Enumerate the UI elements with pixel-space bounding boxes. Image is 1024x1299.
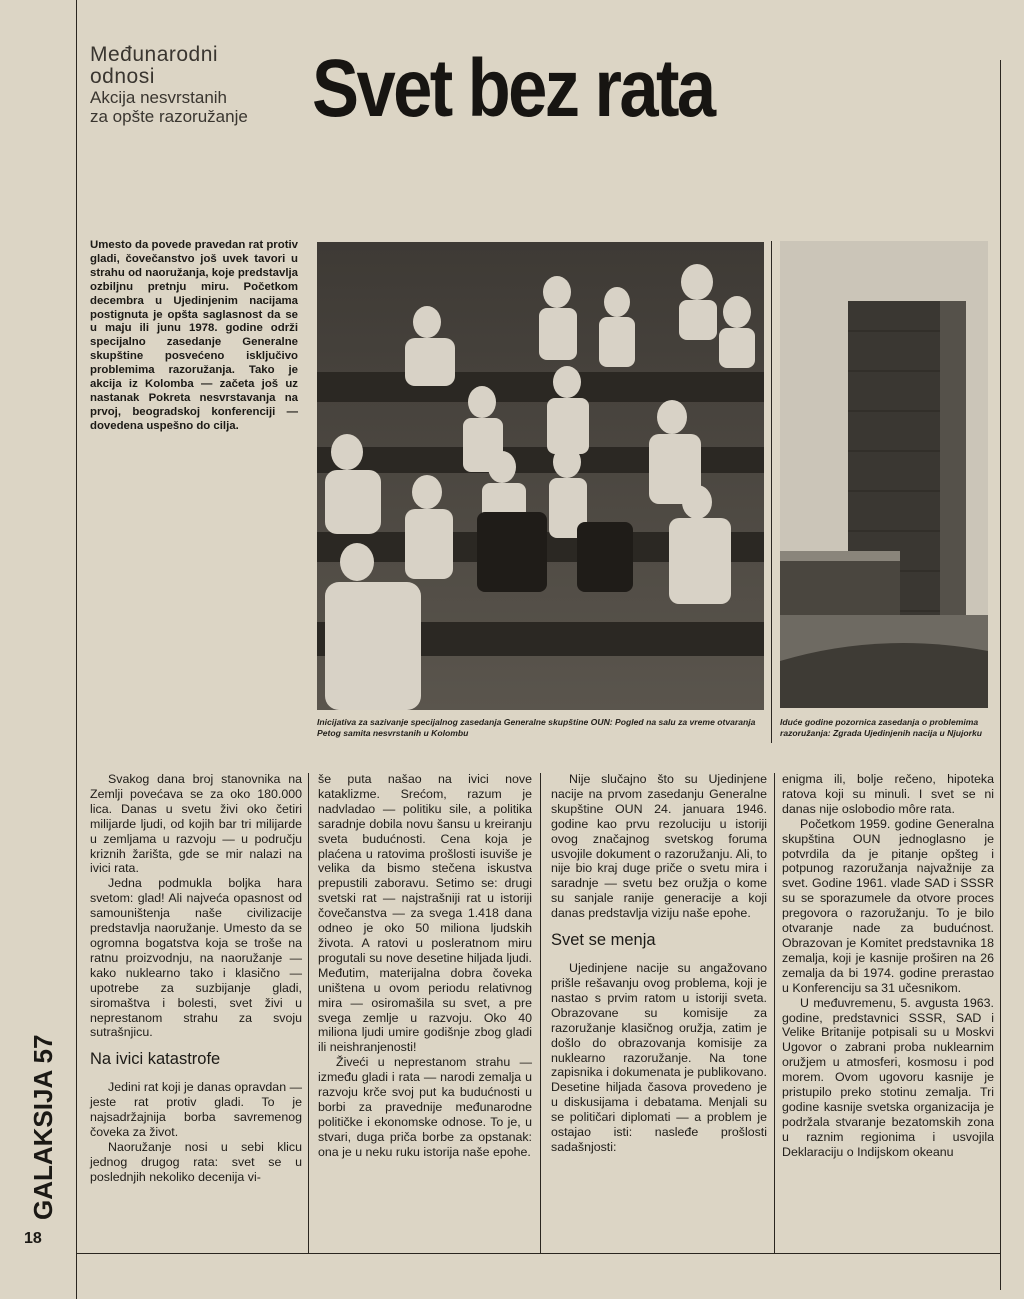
- section-header: [90, 44, 290, 126]
- paragraph: še puta našao na ivici nove kataklizme. Srećom, razum je nadvladao — politiku sile, a politika saradnje dobila novu šansu u kreiranju sveta budućnosti. Cena koja je plaćena u ratovima prošlosti isuviše je velika da bismo stečena iskustva prepustili zaboravu. Setimo se: drugi svetski rat — najstrašniji rat u istoriji čovečanstva — za svega 1.418 dana odneo je oko 50 miliona ljudskih života. A ratovi u posleratnom miru progutali su nove desetine hiljada ljudi. Međutim, materijalna dobra čoveka uništena u ovom periodu relativnog mira — osiromašila su svet, a pre svega zemlje u razvoju. Oko 40 miliona ljudi umire godišnje zbog gladi ili neishranjenosti!: [318, 772, 532, 1055]
- section-line-1: Međunarodni: [90, 43, 219, 66]
- paragraph: Nije slučajno što su Ujedinjene nacije na prvom zasedanju Generalne skupštine OUN 24. januara 1946. godine kao prvu rezoluciju u istoriji ovog značajnog svetskog foruma usvojile dokument o razoružanju. Ali, to nije bio kraj duge priče o svetu mira i saradnje — svetu bez oružja o kome su sanjale ranije generacije a koji danas predstavlja viziju naše epohe.: [551, 772, 767, 921]
- article-column-2: [318, 772, 532, 1160]
- paragraph: Ujedinjene nacije su angažovano prišle rešavanju ovog problema, koji je nastao s prvim ratom u istoriji sveta. Obrazovane su komisije za razoružanje klasičnog oružja, zatim je došlo do obrazovanja komisije za nuklearno razoružanje. Na tone zapisnika i dokumenata je publikovano. Desetine hiljada časova provedeno je u diskusijama i debatama. Menjali su se političari diplomati — a problem je ostajao isti: nasleđe prošlosti sadašnjosti:: [551, 961, 767, 1154]
- article-column-4: [782, 772, 994, 1160]
- paragraph: Početkom 1959. godine Generalna skupština OUN jednoglasno je potvrdila da je pitanje opšteg i potpunog razoružanja najvažnije za svet. Godine 1961. vlade SAD i SSSR su se sporazumele da otvore proces pregovora o razoružanju. To je bilo otvaranje nade za budućnost. Obrazovan je Komitet predstavnika 18 zemalja, koji je kasnije proširen na 26 zemalja da bi 1974. godine prerastao u Konferenciju sa 31 učesnikom.: [782, 816, 994, 995]
- section-line-2: odnosi: [90, 65, 155, 88]
- column-rule-1: [308, 773, 309, 1253]
- photo2-caption: Iduće godine pozornica zasedanja o problemima razoružanja: Zgrada Ujedinjenih nacija u Njujorku: [780, 717, 982, 738]
- un-building-photo: [780, 241, 988, 708]
- assembly-hall-photo: [317, 242, 764, 710]
- magazine-name: GALAKSIJA 57: [28, 1034, 58, 1220]
- paragraph: Svakog dana broj stanovnika na Zemlji povećava se za oko 180.000 lica. Danas u svetu živi oko četiri milijarde ljudi, od kojih bar tri milijarde u zemljama u razvoju — u području kriznih žarišta, gde se mir nalazi na ivici rata.: [90, 772, 302, 876]
- paragraph: Jedini rat koji je danas opravdan — jeste rat protiv gladi. To je najsadržajnija borba savremenog čoveka za život.: [90, 1080, 302, 1140]
- article-lead: Umesto da povede pravedan rat protiv gladi, čovečanstvo još uvek tavori u strahu od naoružanja, koje predstavlja ozbiljnu pretnju miru. Početkom decembra u Ujedinjenim nacijama postignuta je opšta saglasnost da se u maju ili junu 1978. godine održi specijalno zasedanje Generalne skupštine posvećeno isključivo problemima razoružanja. Tako je akcija iz Kolomba — začeta još uz nastanak Pokreta nesvrstavanja na prvoj, beogradskoj konferenciji — dovedena uspešno do cilja.: [90, 239, 298, 432]
- subtitle-line-2: za opšte razoružanje: [90, 107, 248, 126]
- paragraph: Naoružanje nosi u sebi klicu jednog drugog rata: svet se u poslednjih nekoliko decenija vi-: [90, 1139, 302, 1184]
- un-building-illustration: [780, 241, 988, 708]
- subtitle-line-1: Akcija nesvrstanih: [90, 88, 228, 107]
- paragraph: enigma ili, bolje rečeno, hipoteka ratova koji su minuli. I svet se ni danas nije oslobodio môre rata.: [782, 772, 994, 816]
- assembly-hall-illustration: [317, 242, 764, 710]
- column-rule-2: [540, 773, 541, 1253]
- paragraph: Živeći u neprestanom strahu — između gladi i rata — narodi zemalja u razvoju krče svoj put ka budućnosti u borbi za pravednije međunarodne političke i ekonomske odnose. To je, u stvari, duga priča borbe za opstanak: ona je u neku ruku istorija naše epohe.: [318, 1055, 532, 1159]
- page-number: 18: [24, 1230, 42, 1247]
- subheading: Na ivici katastrofe: [90, 1050, 221, 1069]
- paragraph: U međuvremenu, 5. avgusta 1963. godine, predstavnici SSSR, SAD i Velike Britanije potpisali su u Moskvi Ugovor o zabrani proba nuklearnim oružjem u atmosferi, kosmosu i pod morem. Ovom ugovoru kasnije je pristupilo preko stotinu zemalja. Tri godine kasnije svetska organizacija je podržala stvaranje bezatomskih zona u raznim regionima i usvojila Deklaraciju o Indijskom okeanu: [782, 995, 994, 1159]
- paragraph: Jedna podmukla boljka hara svetom: glad! Ali najveća opasnost od samouništenja naše civilizacije predstavlja naoružanje. Umesto da se ogromna bogatstva koja se troše na ratnu proizvodnju, na naoružanje — kako nuklearno tako i klasično — upotrebe za suzbijanje gladi, siromaštva i bolesti, svet živi u neprestanom strahu za svoju sutrašnjicu.: [90, 876, 302, 1040]
- footer-rule: [76, 1253, 1000, 1254]
- right-margin-rule: [1000, 60, 1001, 1290]
- subheading: Svet se menja: [551, 931, 656, 950]
- article-title: Svet bez rata: [312, 43, 714, 134]
- article-column-3: [551, 772, 767, 1155]
- column-rule-3: [774, 773, 775, 1253]
- photo1-caption: Inicijativa za sazivanje specijalnog zasedanja Generalne skupštine OUN: Pogled na salu za vreme otvaranja Petog samita nesvrstanih u Kolombu: [317, 717, 756, 738]
- photo-divider-rule: [771, 241, 772, 743]
- article-column-1: [90, 772, 302, 1185]
- left-margin-rule: [76, 0, 77, 1299]
